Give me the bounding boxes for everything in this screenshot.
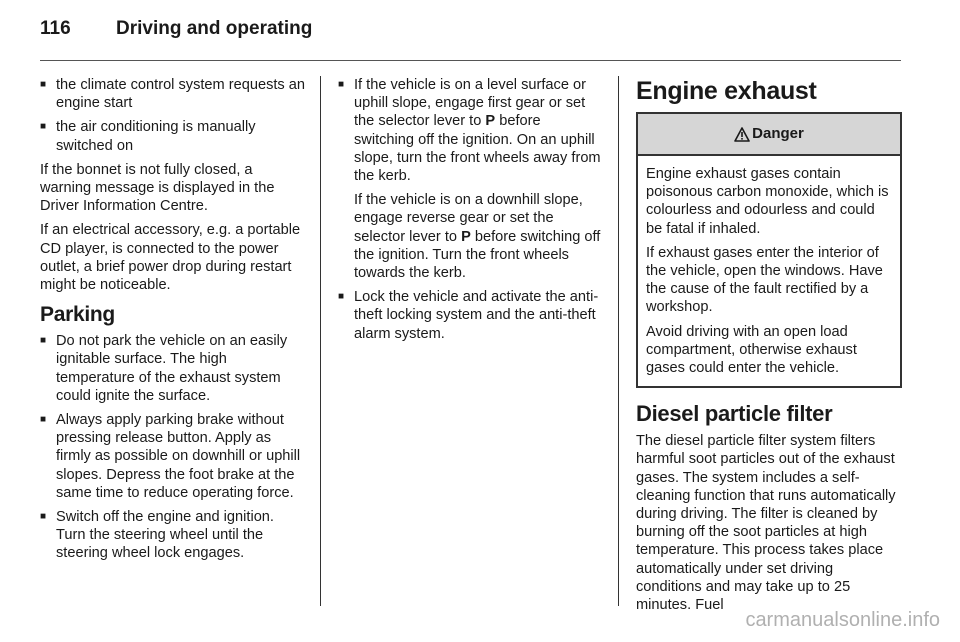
column-1 [40,76,305,569]
paragraph: If an electrical accessory, e.g. a portable CD player, is connected to the power outlet, a brief power drop during restart might be noticeable. [40,222,301,294]
paragraph: The diesel particle filter system filters harmful soot particles out of the exhaust gases. The system includes a self-cleaning function that runs automatically during driving. The filter is cleaned by burning off the soot particles at high temperature. This process takes place automatically under set driving conditions and may take up to 25 minutes. Fuel [636,433,896,614]
list-item [338,76,604,185]
column-divider [320,76,321,606]
list-item: ■ Switch off the engine and ignition. Turn the steering wheel until the steering wheel lock engages. [40,508,305,563]
paragraph: Avoid driving with an open load compartment, otherwise exhaust gases could enter the vehicle. [646,323,857,377]
list-item: ■ Do not park the vehicle on an easily ignitable surface. The high temperature of the exhaust system could ignite the surface. [40,332,305,405]
text-run: before switching off the ignition. On an uphill slope, turn the front wheels away from the kerb. [354,113,601,185]
column-divider [618,76,619,606]
paragraph: If exhaust gases enter the interior of the vehicle, open the windows. Have the cause of the fault rectified by a workshop. [646,244,883,316]
bullet-list [40,76,305,155]
parking-list [40,332,305,562]
paragraph: Engine exhaust gases contain poisonous carbon monoxide, which is colourless and odourless and could be fatal if inhaled. [646,166,889,237]
danger-body [638,156,900,386]
danger-header [638,114,900,156]
page-header [40,18,312,40]
warning-icon [734,127,750,142]
parking-heading: Parking [40,303,115,327]
bullet-list [338,288,604,343]
text-run: before switching off the ignition. Turn the front wheels towards the kerb. [354,228,601,282]
column-2 [338,76,604,349]
section-title: Driving and operating [116,18,313,39]
gear-p: P [461,228,471,245]
header-rule [40,60,901,61]
sub-paragraph [354,191,604,282]
bullet-list [338,76,604,185]
danger-box [636,112,902,388]
paragraph: If the bonnet is not fully closed, a warning message is displayed in the Driver Information Centre. [40,161,275,215]
list-item: ■ Lock the vehicle and activate the anti-theft locking system and the anti-theft alarm system. [338,288,604,343]
list-item: ■ the air conditioning is manually switched on [40,118,305,154]
text-run: If the vehicle is on a level surface or uphill slope, engage first gear or set the selector lever to [354,77,586,130]
page-number: 116 [40,18,71,39]
danger-title: Danger [752,124,804,142]
column-3 [636,76,902,620]
list-item: ■ Always apply parking brake without pressing release button. Apply as firmly as possible on downhill or uphill slopes. Depress the foot brake at the same time to reduce operating force. [40,411,305,502]
watermark: carmanualsonline.info [745,609,940,631]
list-item: ■ the climate control system requests an engine start [40,76,305,112]
gear-p: P [485,113,496,130]
text-run: If the vehicle is on a downhill slope, engage reverse gear or set the selector lever to [354,192,583,245]
engine-exhaust-heading: Engine exhaust [636,77,817,105]
diesel-filter-heading: Diesel particle filter [636,401,833,427]
